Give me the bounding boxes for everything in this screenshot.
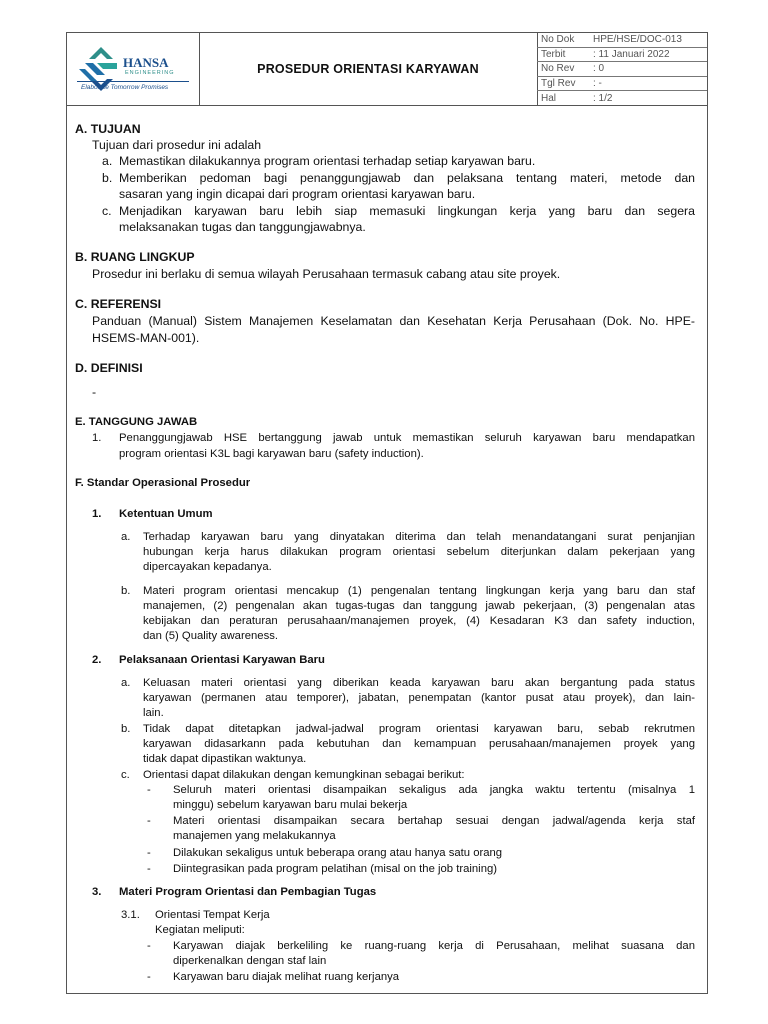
list-item: Materi program orientasi mencakup (1) pengenalan tentang lingkungan kerja yang baru dan staf <box>143 585 695 597</box>
section-c-heading: C. REFERENSI <box>75 297 162 311</box>
bullet-item-cont: manajemen yang melakukannya <box>173 830 336 842</box>
list-item: Keluasan materi orientasi yang diberikan keada karyawan baru akan bergantung pada status <box>143 677 695 689</box>
document-title: PROSEDUR ORIENTASI KARYAWAN <box>199 33 538 105</box>
list-item: Terhadap karyawan baru yang dinyatakan diterima dan telah menandatangani surat penjanjian <box>143 531 695 543</box>
section-e-heading: E. TANGGUNG JAWAB <box>75 416 198 428</box>
meta-value: : 11 Januari 2022 <box>589 47 707 62</box>
list-item-cont: hubungan kerja harus dilakukan program orientasi sebelum diterjunkan dalam pekerjaan yang <box>143 546 695 558</box>
bullet-marker: - <box>147 784 151 796</box>
subsection-marker: 2. <box>92 654 102 666</box>
section-c-text-cont: HSEMS-MAN-001). <box>92 331 200 345</box>
section-b-heading: B. RUANG LINGKUP <box>75 250 195 264</box>
list-marker: b. <box>121 723 131 735</box>
list-item-cont: tidak dapat dipastikan waktunya. <box>143 753 307 765</box>
subsubsection-marker: 3.1. <box>121 909 140 921</box>
list-item: Menjadikan karyawan baru lebih siap memasuki lingkungan kerja yang baru dan segera <box>119 204 695 218</box>
list-item-cont: sasaran yang ingin dicapai dari program orientasi karyawan baru. <box>119 187 476 201</box>
list-item-cont: karyawan didasarkann pada kebutuhan dan kemampuan perusahaan/manajemen proyek yang <box>143 738 695 750</box>
meta-key: Terbit <box>537 47 589 62</box>
section-d-text: - <box>92 385 97 399</box>
subsection-marker: 3. <box>92 886 102 898</box>
meta-value: HPE/HSE/DOC-013 <box>589 33 707 47</box>
section-b-text: Prosedur ini berlaku di semua wilayah Perusahaan termasuk cabang atau site proyek. <box>92 267 561 281</box>
meta-value: : 1/2 <box>593 92 613 104</box>
bullet-item: Karyawan diajak berkeliling ke ruang-ruang kerja di Perusahaan, melihat suasana dan <box>173 940 695 952</box>
bullet-item: Materi orientasi disampaikan secara bertahap sesuai dengan jadwal/agenda kerja staf <box>173 815 695 827</box>
meta-key: No Dok <box>537 33 589 47</box>
bullet-marker: - <box>147 847 151 859</box>
list-marker: a. <box>102 154 113 168</box>
meta-value: : 0 <box>589 62 707 77</box>
subsection-1-heading: Ketentuan Umum <box>119 508 213 520</box>
subsubsection-heading: Orientasi Tempat Kerja <box>155 909 270 921</box>
list-marker: a. <box>121 677 131 689</box>
bullet-item: Dilakukan sekaligus untuk beberapa orang atau hanya satu orang <box>173 847 503 859</box>
bullet-item: Seluruh materi orientasi disampaikan sekaligus ada jangka waktu tertentu (misalnya 1 <box>173 784 695 796</box>
logo-rule <box>77 81 189 82</box>
logo-tagline: Elaborate Tomorrow Promises <box>81 84 169 91</box>
meta-key: No Rev <box>537 62 589 77</box>
bullet-item: Karyawan baru diajak melihat ruang kerjanya <box>173 971 400 983</box>
list-item-cont: kebijakan dan peraturan perusahaan/manajemen proyek, (4) Kesadaran K3 dan safety induction, <box>143 615 695 627</box>
section-e-text-cont: program orientasi K3L bagi karyawan baru (safety induction). <box>119 448 424 460</box>
section-e-text: Penanggungjawab HSE bertanggung jawab untuk memastikan seluruh karyawan baru mendapatkan <box>119 432 695 444</box>
list-item-cont: lain. <box>143 707 164 719</box>
bullet-marker: - <box>147 863 151 875</box>
list-item: Tidak dapat ditetapkan jadwal-jadwal program orientasi karyawan baru, sebab rekrutmen <box>143 723 695 735</box>
logo-subtitle: ENGINEERING <box>125 70 175 76</box>
company-logo <box>67 33 200 105</box>
list-item-cont: melaksanakan tugas dan tanggungjawabnya. <box>119 220 366 234</box>
section-a-intro: Tujuan dari prosedur ini adalah <box>92 138 262 152</box>
bullet-item-cont: diperkenalkan dengan staf lain <box>173 955 327 967</box>
document-page <box>66 32 708 994</box>
meta-key: Hal <box>541 92 557 104</box>
list-item-cont: dipercayakan kepadanya. <box>143 561 272 573</box>
bullet-marker: - <box>147 815 151 827</box>
list-item: Memastikan dilakukannya program orientasi terhadap setiap karyawan baru. <box>119 154 536 168</box>
subsection-3-heading: Materi Program Orientasi dan Pembagian Tugas <box>119 886 377 898</box>
list-item-cont: manajemen, (2) pengenalan akan tugas-tugas dan tanggung jawab pekerjaan, (3) pengenalan atas <box>143 600 695 612</box>
bullet-item-cont: minggu) sebelum karyawan baru mulai bekerja <box>173 799 408 811</box>
meta-value: : - <box>589 76 707 91</box>
meta-key: Tgl Rev <box>537 76 589 91</box>
list-item-cont: karyawan (permanen atau temporer), jabatan, penempatan (kantor pusat atau proyek), dan lain- <box>143 692 695 704</box>
meta-row <box>537 91 707 105</box>
subsection-2-heading: Pelaksanaan Orientasi Karyawan Baru <box>119 654 325 666</box>
list-item: Memberikan pedoman bagi penanggungjawab dan pelaksana tentang materi, metode dan <box>119 171 695 185</box>
section-a-heading: A. TUJUAN <box>75 122 141 136</box>
activity-intro: Kegiatan meliputi: <box>155 924 245 936</box>
section-f-heading: F. Standar Operasional Prosedur <box>75 477 251 489</box>
list-marker: b. <box>121 585 131 597</box>
logo-name: HANSA <box>123 55 169 70</box>
section-d-heading: D. DEFINISI <box>75 361 143 375</box>
meta-row <box>537 47 707 62</box>
meta-row <box>537 33 707 47</box>
list-marker: c. <box>121 769 130 781</box>
section-c-text: Panduan (Manual) Sistem Manajemen Keselamatan dan Kesehatan Kerja Perusahaan (Dok. No. HPE- <box>92 314 695 328</box>
bullet-item: Diintegrasikan pada program pelatihan (misal on the job training) <box>173 863 498 875</box>
list-item-cont: dan (5) Quality awareness. <box>143 630 279 642</box>
list-marker: b. <box>102 171 113 185</box>
bullet-marker: - <box>147 940 151 952</box>
bullet-marker: - <box>147 971 151 983</box>
meta-row <box>537 62 707 77</box>
subsection-marker: 1. <box>92 508 102 520</box>
list-item: Orientasi dapat dilakukan dengan kemungkinan sebagai berikut: <box>143 769 465 781</box>
list-marker: c. <box>102 204 112 218</box>
document-header <box>67 33 707 106</box>
list-marker: 1. <box>92 432 102 444</box>
document-meta-table <box>537 33 707 105</box>
meta-row <box>537 76 707 91</box>
list-marker: a. <box>121 531 131 543</box>
